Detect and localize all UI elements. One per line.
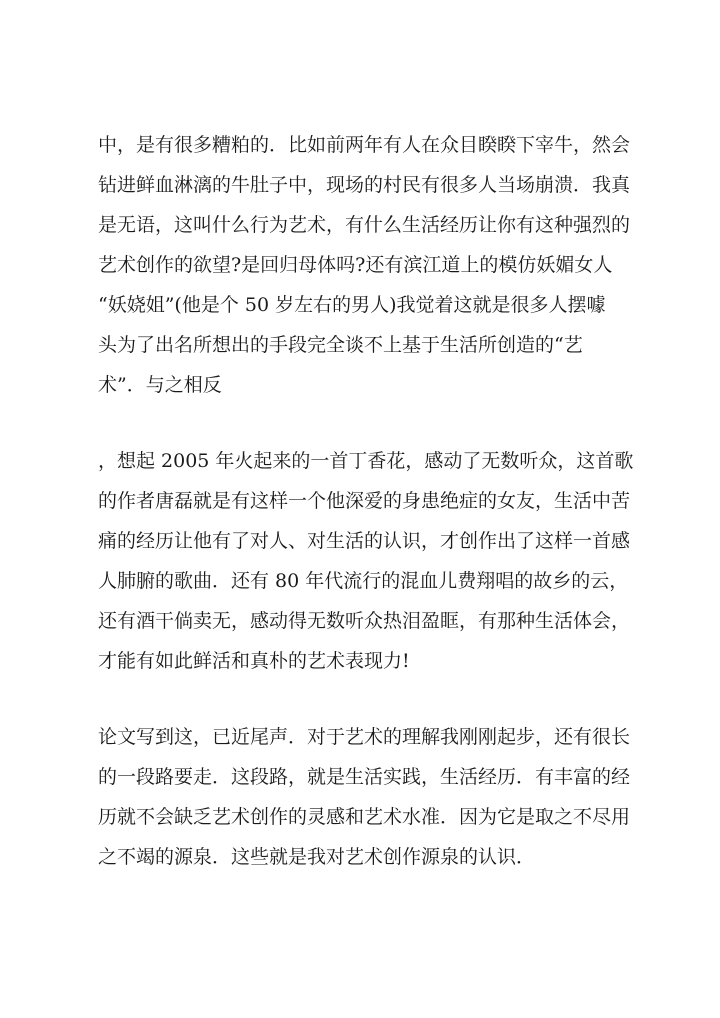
text-line: 中，是有很多糟粕的．比如前两年有人在众目睽睽下宰牛，然会 bbox=[98, 134, 631, 156]
text-line: 艺术创作的欲望?是回归母体吗?还有滨江道上的模仿妖媚女人 bbox=[98, 254, 613, 276]
text-line: 是无语，这叫什么行为艺术，有什么生活经历让你有这种强烈的 bbox=[98, 214, 631, 236]
text-line: 人肺腑的歌曲．还有 80 年代流行的混血儿费翔唱的故乡的云， bbox=[98, 570, 629, 592]
text-line: 痛的经历让他有了对人、对生活的认识，才创作出了这样一首感 bbox=[98, 530, 631, 552]
text-line: 术”．与之相反 bbox=[98, 374, 222, 396]
text-line: 钻进鲜血淋漓的牛肚子中，现场的村民有很多人当场崩溃．我真 bbox=[98, 174, 631, 196]
text-line: 头为了出名所想出的手段完全谈不上基于生活所创造的“艺 bbox=[98, 334, 583, 356]
text-line: “妖娆姐”(他是个 50 岁左右的男人)我觉着这就是很多人摆噱 bbox=[98, 294, 606, 316]
text-line: 论文写到这，已近尾声．对于艺术的理解我刚刚起步，还有很长 bbox=[98, 726, 631, 748]
text-line: 的作者唐磊就是有这样一个他深爱的身患绝症的女友，生活中苦 bbox=[98, 490, 631, 512]
text-line: 的一段路要走．这段路，就是生活实践，生活经历．有丰富的经 bbox=[98, 766, 631, 788]
text-line: 才能有如此鲜活和真朴的艺术表现力! bbox=[98, 650, 410, 672]
text-line: 历就不会缺乏艺术创作的灵感和艺术水准．因为它是取之不尽用 bbox=[98, 806, 631, 828]
text-line: 还有酒干倘卖无，感动得无数听众热泪盈眶，有那种生活体会， bbox=[98, 610, 631, 632]
text-line: 之不竭的源泉．这些就是我对艺术创作源泉的认识． bbox=[98, 846, 536, 868]
text-line: ，想起 2005 年火起来的一首丁香花，感动了无数听众，这首歌 bbox=[98, 450, 634, 472]
